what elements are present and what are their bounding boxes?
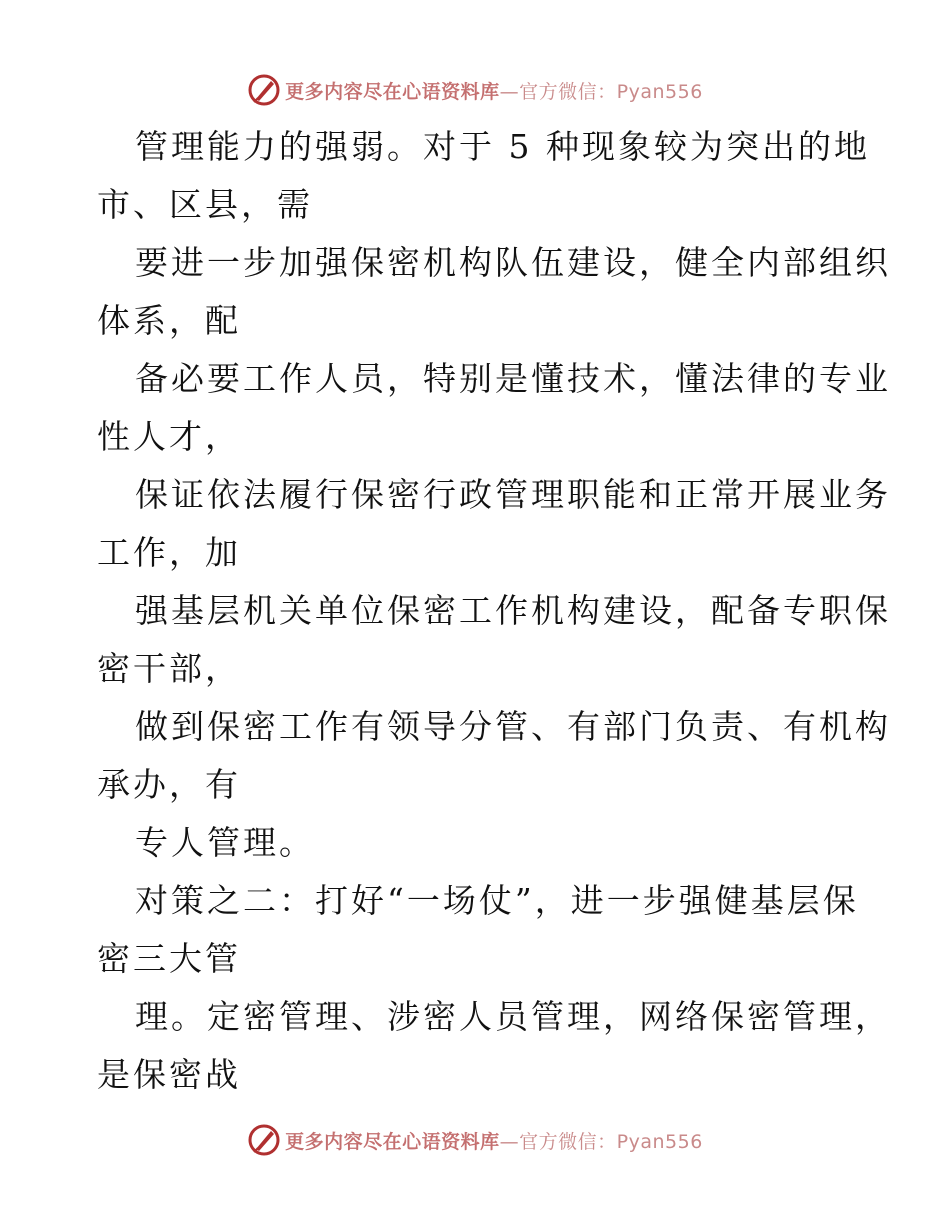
body-line: 专人管理。 <box>135 823 315 862</box>
body-line: 密干部， <box>97 649 241 688</box>
body-line: 做到保密工作有领导分管、有部门负责、有机构 <box>135 707 891 746</box>
footer-banner-contact: 官方微信：Pyan556 <box>519 1130 703 1153</box>
body-line: 承办，有 <box>97 765 241 804</box>
header-banner-contact: 官方微信：Pyan556 <box>519 80 703 103</box>
quill-logo-icon <box>247 1123 281 1157</box>
footer-banner <box>0 1120 950 1160</box>
body-line: 对策之二：打好“一场仗”，进一步强健基层保 <box>135 881 859 920</box>
quill-logo-icon <box>247 73 281 107</box>
header-banner-text <box>285 77 703 104</box>
body-line: 强基层机关单位保密工作机构建设，配备专职保 <box>135 591 891 630</box>
body-line: 管理能力的强弱。对于 5 种现象较为突出的地 <box>135 127 870 166</box>
body-line: 密三大管 <box>97 939 241 978</box>
body-line: 市、区县，需 <box>97 185 313 224</box>
body-line: 性人才， <box>97 417 241 456</box>
body-line: 体系，配 <box>97 301 241 340</box>
body-line: 备必要工作人员，特别是懂技术，懂法律的专业 <box>135 359 891 398</box>
body-line: 保证依法履行保密行政管理职能和正常开展业务 <box>135 475 891 514</box>
body-line: 工作，加 <box>97 533 241 572</box>
body-line: 要进一步加强保密机构队伍建设，健全内部组织 <box>135 243 891 282</box>
document-body <box>97 118 891 1104</box>
header-banner <box>0 70 950 110</box>
footer-banner-sep: — <box>499 1130 520 1153</box>
header-banner-sep: — <box>499 80 520 103</box>
body-line: 是保密战 <box>97 1055 241 1094</box>
body-line: 理。定密管理、涉密人员管理，网络保密管理， <box>135 997 891 1036</box>
footer-banner-main: 更多内容尽在心语资料库 <box>285 1130 500 1153</box>
header-banner-main: 更多内容尽在心语资料库 <box>285 80 500 103</box>
footer-banner-text <box>285 1127 703 1154</box>
